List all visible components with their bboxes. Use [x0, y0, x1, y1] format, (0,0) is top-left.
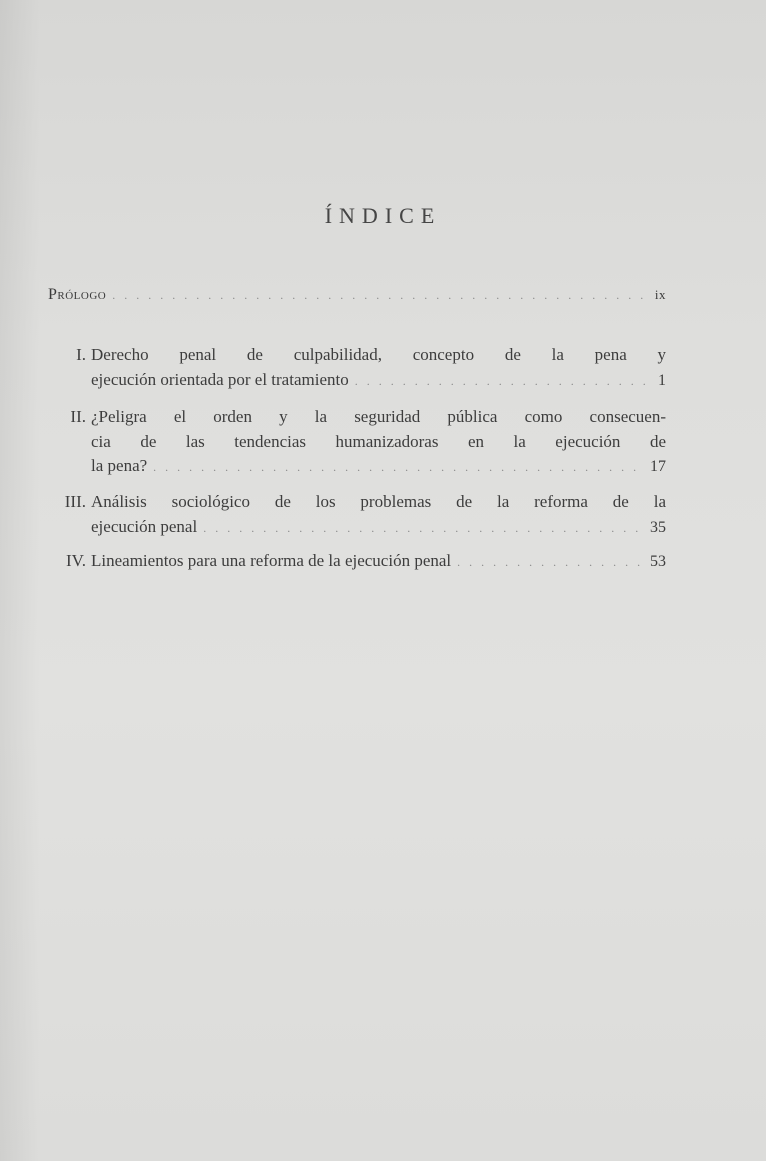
- chapter-title-line: Lineamientos para una reforma de la ejecución penal: [91, 551, 452, 570]
- chapter-title-line: la pena?: [91, 456, 148, 475]
- toc-entry-prologo[interactable]: [48, 286, 666, 304]
- toc-page-number: ix: [654, 287, 666, 302]
- chapter-title-line: ejecución penal: [91, 516, 198, 536]
- chapter-title-line: cia de las tendencias humanizadoras en la ejecución de: [91, 431, 666, 451]
- toc-entry-3[interactable]: [48, 490, 666, 540]
- toc-page-number: 35: [650, 518, 666, 536]
- toc-page-number: 1: [658, 371, 666, 389]
- page-edge-shadow: [0, 0, 40, 1161]
- chapter-number: II.: [70, 407, 86, 426]
- dot-leader: [355, 369, 652, 394]
- dot-leader: [153, 455, 644, 480]
- chapter-number: IV.: [66, 551, 86, 570]
- toc-entry-label: Prólogo: [48, 286, 107, 303]
- dot-leader: [203, 516, 644, 541]
- toc-entry-4[interactable]: [48, 549, 666, 575]
- page-title: ÍNDICE: [324, 203, 442, 228]
- dot-leader: [112, 288, 649, 303]
- toc-page-number: 53: [650, 553, 666, 570]
- chapter-title-line: Derecho penal de culpabilidad, concepto de la pena y: [91, 345, 666, 364]
- chapter-title-line: Análisis sociológico de los problemas de la reforma de la: [91, 492, 666, 511]
- chapter-title-line: ¿Peligra el orden y la seguridad pública como consecuen-: [91, 407, 666, 426]
- toc-page-number: 17: [650, 458, 666, 475]
- chapter-number: I.: [76, 345, 86, 364]
- chapter-title-line: ejecución orientada por el tratamiento: [91, 369, 349, 389]
- toc-entry-1[interactable]: [48, 343, 666, 393]
- dot-leader: [457, 550, 644, 575]
- toc-entry-2[interactable]: [48, 405, 666, 480]
- chapter-number: III.: [64, 492, 86, 511]
